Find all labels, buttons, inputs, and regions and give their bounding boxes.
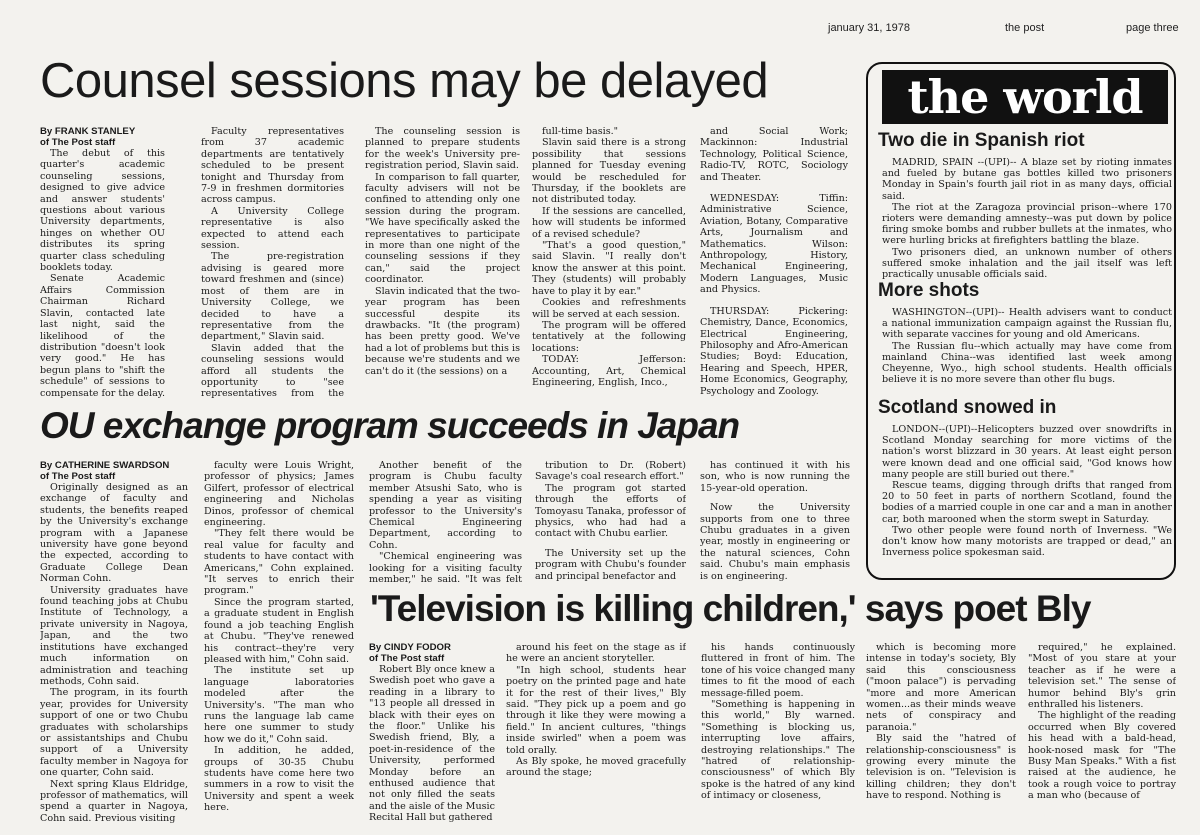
world-headline-scotland-snowed-in: Scotland snowed in <box>878 397 1057 418</box>
paragraph: THURSDAY: Pickering: Chemistry, Dance, Economics, Electrical Engineering, Philosophy and Afro-American Studies; Boyd: Education, Hearing and Speech, HPER, Home Economics, Geography, Psychology and Zoology. <box>700 305 848 397</box>
paragraph: In comparison to fall quarter, faculty advisers will not be confined to attending only one session during the program. "We have specifically asked the representatives to participate in more than one night of the counseling sessions if they can," said the project coordinator. <box>365 171 520 286</box>
paragraph: "Something is happening in this world," Bly warned. "Something is blocking us, interrupting love affairs, destroying relationships." The "hatred of relationship-consciousness" of which Bly spoke is the hatred of any kind of intimacy or closeness, <box>701 699 855 802</box>
paragraph: required," he explained. "Most of you stare at your teacher as if he were a television set." The sense of humor behind Bly's grin enthralled his listeners. <box>1028 642 1176 711</box>
paragraph: The counseling session is planned to prepare students for the week's University pre-registration period, Slavin said. <box>365 126 520 172</box>
story3-byline: By CINDY FODOR <box>369 642 451 653</box>
paragraph: Now the University supports from one to three Chubu graduates in a given year, mostly in engineering or the natural sciences, Cohn said. Chubu's main emphasis is on engineering. <box>700 502 850 582</box>
story1-column-2 <box>201 126 344 398</box>
paragraph: The riot at the Zaragoza provincial prison--where 170 rioters were demanding amnesty--was put down by police firing smoke bombs and rubber bullets at the inmates, who were hurling bricks at firefighters battling the blaze. <box>882 201 1172 247</box>
story3-column-4 <box>866 642 1016 835</box>
story1-column-3 <box>365 126 520 398</box>
paragraph: As Bly spoke, he moved gracefully around the stage; <box>506 756 686 779</box>
headline-ou-exchange-program: OU exchange program succeeds in Japan <box>40 405 740 446</box>
story2-column-5 <box>700 460 850 585</box>
the-world-box <box>866 62 1176 580</box>
paragraph: The debut of this quarter's academic counseling sessions, designed to give advice and answer students' questions about various University departments, hinges on whether OU distributes its spring quarter class scheduling booklets today. <box>40 148 165 274</box>
headline-television-killing-children: 'Television is killing children,' says poet Bly <box>370 588 1091 629</box>
paragraph: his hands continuously fluttered in front of him. The tone of his voice changed many times to fit the mood of each message-filled poem. <box>701 642 855 699</box>
paragraph: full-time basis." <box>542 126 619 137</box>
world-headline-more-shots: More shots <box>878 280 980 301</box>
story2-byline: By CATHERINE SWARDSON <box>40 460 170 471</box>
paragraph: WEDNESDAY: Tiffin: Administrative Science, Aviation, Botany, Comparative Arts, Journalism and Mathematics. Wilson: Anthropology, History, Mechanical Engineering, Modern Languages, Music and Physics. <box>700 193 848 296</box>
story1-column-5 <box>700 126 848 398</box>
paragraph: A University College representative is also expected to attend each session. <box>201 205 344 252</box>
folio-date: january 31, 1978 <box>828 22 910 34</box>
world-story-more-shots <box>882 307 1172 393</box>
paragraph: The program will be offered tentatively at the following locations: <box>532 319 686 354</box>
paragraph: The Russian flu--which actually may have come from mainland China--was identified last week among Cheyenne, Wyo., high school students. Health officials believe it is no more severe than other flu bugs. <box>882 340 1172 386</box>
headline-counsel-sessions: Counsel sessions may be delayed <box>40 54 769 108</box>
paragraph: has continued it with his son, who is now running the 15-year-old operation. <box>700 460 850 494</box>
the-world-logo: the world <box>882 70 1168 124</box>
story3-column-2 <box>506 642 686 835</box>
story3-column-3 <box>701 642 855 835</box>
paragraph: Two other people were found north of Inverness. "We don't know how many motorists are trapped or dead," an Inverness police spokesman said. <box>882 524 1172 559</box>
world-headline-spanish-riot: Two die in Spanish riot <box>878 130 1085 151</box>
paragraph: Cookies and refreshments will be served at each session. <box>532 297 686 320</box>
paragraph: The highlight of the reading occurred when Bly covered his head with a bald-head, hook-nosed mask for "The Busy Man Speaks." With a fist raised at the audience, he took a rough voice to portray a man who (because of <box>1028 710 1176 802</box>
paragraph: Since the program started, a graduate student in English found a job teaching English at Chubu. "They've renewed his contract--they're very pleased with him," Cohn said. <box>204 596 354 665</box>
story2-column-2 <box>204 460 354 835</box>
folio-page-number: page three <box>1126 22 1179 34</box>
paragraph: Slavin added that the counseling sessions would afford all students the opportunity to "see representatives from the <box>201 342 344 398</box>
paragraph: Two prisoners died, an unknown number of others suffered smoke inhalation and the jail itself was left practically unusable officials said. <box>882 246 1172 281</box>
paragraph: LONDON--(UPI)--Helicopters buzzed over snowdrifts in Scotland Monday searching for more victims of the nation's worst blizzard in 30 years. At least eight person were known dead and one official said, "God knows how many people are still buried out there." <box>882 424 1172 480</box>
paragraph: around his feet on the stage as if he were an ancient storyteller. <box>506 642 686 665</box>
story3-staff-credit: of The Post staff <box>369 653 445 664</box>
story2-column-3 <box>369 460 522 585</box>
paragraph: The University set up the program with Chubu's founder and principal benefactor and <box>535 547 686 582</box>
paragraph: The program, in its fourth year, provides for University support of one or two Chubu graduates with scholarships or assistantships and Chubu support of a University faculty member in Nagoya for one quarter, Cohn said. <box>40 687 188 779</box>
paragraph: WASHINGTON--(UPI)-- Health advisers want to conduct a national immunization campaign against the Russian flu, with separate vaccines for young and old Americans. <box>882 307 1172 341</box>
paragraph: Originally designed as an exchange of faculty and students, the benefits reaped by the University's exchange program with a Japanese university have gone beyond the expected, according to Graduate College Dean Norman Cohn. <box>40 482 188 585</box>
paragraph: In addition, he added, groups of 30-35 Chubu students have come here two summers in a row to visit the University and spent a week here. <box>204 745 354 814</box>
story2-staff-credit: of The Post staff <box>40 471 116 482</box>
story1-column-4 <box>532 126 686 398</box>
paragraph: "That's a good question," said Slavin. "I really don't know the answer at this point. They (students) will probably have to play it by ear." <box>532 240 686 297</box>
paragraph: If the sessions are cancelled, how will students be informed of a revised schedule? <box>532 205 686 240</box>
paragraph: The institute set up language laboratories modeled after the University's. "The man who runs the language lab came here one summer to study how we do it," Cohn said. <box>204 665 354 745</box>
story2-column-4 <box>535 460 686 585</box>
paragraph: MADRID, SPAIN --(UPI)-- A blaze set by rioting inmates and fueled by butane gas bottles killed two prisoners Monday in Spain's fourth jail riot in as many days, official said. <box>882 157 1172 202</box>
paragraph: Slavin said there is a strong possibility that sessions planned for Tuesday evening would be rescheduled for Thursday, if the booklets are not distributed today. <box>532 137 686 206</box>
story1-column-1 <box>40 126 165 398</box>
paragraph: Senate Academic Affairs Commission Chairman Richard Slavin, contacted late last night, said the likelihood of the distribution "doesn't look very good." He has begun plans to "shift the schedule" of sessions to compensate for the delay. <box>40 273 165 398</box>
paragraph: Next spring Klaus Eldridge, professor of mathematics, will spend a quarter in Nagoya, Cohn said. Previous visiting <box>40 778 188 824</box>
world-story-spanish-riot <box>882 157 1172 281</box>
paragraph: "They felt there would be real value for faculty and students to have contact with Americans," Cohn explained. "It serves to enrich their program." <box>204 528 354 597</box>
folio-paper-name: the post <box>1005 22 1045 34</box>
paragraph: TODAY: Jefferson: Accounting, Art, Chemical Engineering, English, Inco., <box>532 354 686 388</box>
paragraph: Bly said the "hatred of relationship-consciousness" is growing every minute the television is on. "Television is killing children; they don't have to respond. Nothing is <box>866 733 1016 802</box>
paragraph: Rescue teams, digging through drifts that ranged from 20 to 50 feet in parts of northern Scotland, found the bodies of a married couple in one car and a man in another car, both marooned when the storm swept in Saturday. <box>882 480 1172 525</box>
paragraph: University graduates have found teaching jobs at Chubu Institute of Technology, a private university in Nagoya, Japan, and the two institutions have exchanged much information on administration and teaching methods, Cohn said. <box>40 584 188 687</box>
paragraph: Slavin indicated that the two-year program has been successful despite its drawbacks. "It (the program) has been pretty good. We've had a lot of problems but this is because we're students and we can't do it (the sessions) on a <box>365 285 520 377</box>
paragraph: and Social Work; Mackinnon: Industrial Technology, Political Science, Radio-TV, ROTC, Sociology and Theater. <box>700 126 848 183</box>
paragraph: "Chemical engineering was looking for a visiting faculty member," he said. "It was felt <box>369 551 522 585</box>
story3-column-5 <box>1028 642 1176 835</box>
story1-byline: By FRANK STANLEY <box>40 126 136 137</box>
paragraph: faculty were Louis Wright, professor of physics; James Gilfert, professor of electrical engineering and Nicholas Dinos, professor of chemical engineering. <box>204 460 354 529</box>
paragraph: The program got started through the efforts of Tomoyasu Tanaka, professor of physics, who had had a contact with Chubu earlier. <box>535 482 686 540</box>
paragraph: The pre-registration advising is geared more toward freshmen and (since) most of them are in University College, we decided to have a representative from the department," Slavin said. <box>201 251 344 343</box>
story3-column-1 <box>369 642 495 835</box>
paragraph: which is becoming more intense in today's society, Bly said this consciousness ("moon palace") is pervading "more and more American women...as their minds weave nets of conspiracy and paranoia." <box>866 642 1016 733</box>
paragraph: Another benefit of the program is Chubu faculty member Atsushi Sato, who is spending a year as visiting professor to the University's Chemical Engineering Department, according to Cohn. <box>369 460 522 551</box>
paragraph: "In high school, students hear poetry on the printed page and hate it for the rest of their lives," Bly said. "They pick up a poem and go through it like they were mowing a field." In ancient cultures, "things inside swirled" when a poem was told orally. <box>506 664 686 756</box>
paragraph: Faculty representatives from 37 academic departments are tentatively scheduled to be present tonight and Thursday from 7-9 in freshmen dormitories across campus. <box>201 126 344 206</box>
world-story-scotland-snowed-in <box>882 424 1172 570</box>
story1-staff-credit: of The Post staff <box>40 137 116 148</box>
paragraph: Robert Bly once knew a Swedish poet who gave a reading in a library to "13 people all dressed in black with their eyes on the floor." Unlike his Swedish friend, Bly, a poet-in-residence of the University, performed Monday before an enthused audience that not only filled the seats and the aisle of the Music Recital Hall but gathered <box>369 664 495 824</box>
story2-column-1 <box>40 460 188 835</box>
paragraph: tribution to Dr. (Robert) Savage's coal research effort." <box>535 460 686 483</box>
